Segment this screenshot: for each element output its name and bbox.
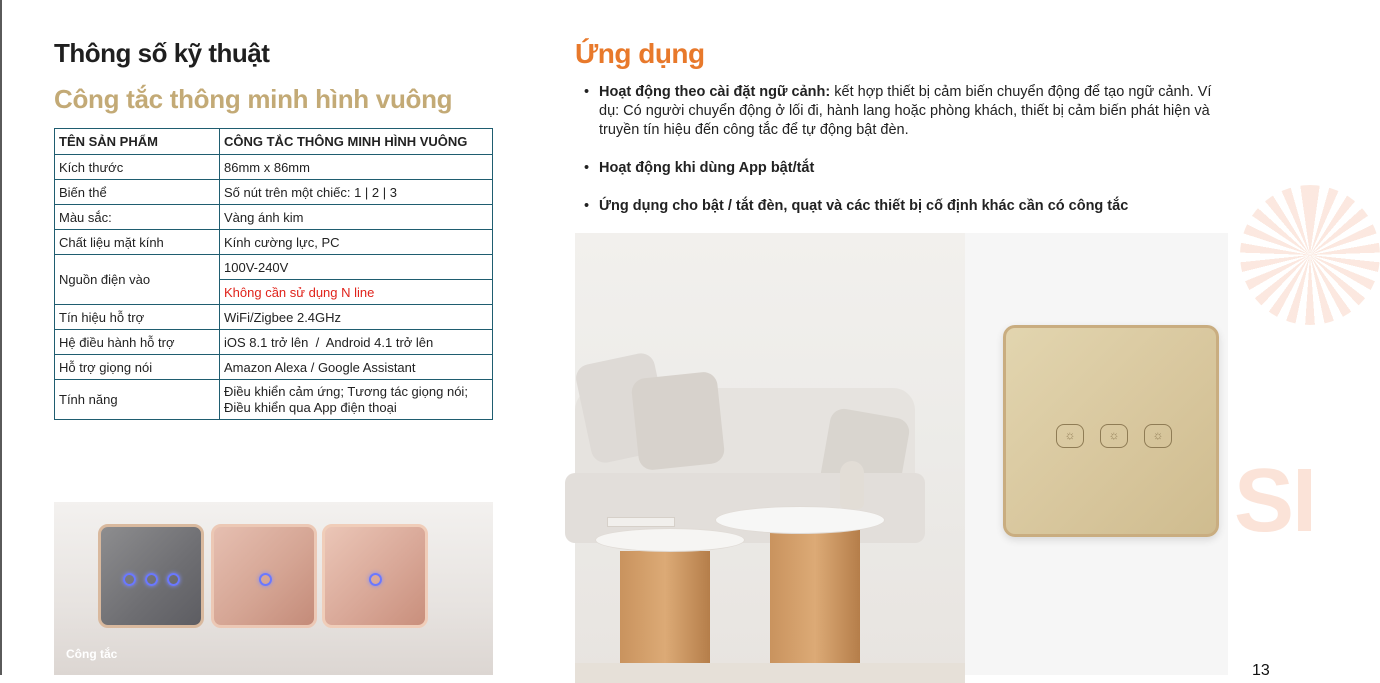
list-item: [584, 159, 1234, 178]
lightbulb-icon: ☼: [1056, 424, 1084, 448]
touch-button-icon: [369, 573, 382, 586]
list-item-text: kết hợp thiết bị cảm biến chuyển động để tạo ngữ cảnh. Ví dụ: Có người chuyển động ở lối đi, hành lang hoặc phòng khách, thiết bị cảm biến phát hiện và truyền tín hiệu đến công tắc để tự động bật đèn.: [599, 84, 1212, 138]
application-list: [584, 83, 1234, 235]
rose-switch-2: [322, 524, 428, 628]
list-item-bold: Hoạt động khi dùng App bật/tắt: [599, 160, 815, 176]
spec-subtitle: Công tắc thông minh hình vuông: [54, 84, 453, 114]
row-label: Biến thể: [55, 180, 220, 205]
row-value: iOS 8.1 trở lên / Android 4.1 trở lên: [220, 330, 493, 355]
gold-square-switch: [1003, 325, 1219, 537]
list-item: [584, 83, 1234, 140]
table-row: [55, 330, 493, 355]
row-label: Tính năng: [55, 380, 220, 420]
row-value: Vàng ánh kim: [220, 205, 493, 230]
row-value-warning: Không cần sử dụng N line: [220, 280, 493, 305]
lightbulb-icon: ☼: [1100, 424, 1128, 448]
spec-table: [54, 128, 493, 420]
table-base: [770, 530, 860, 670]
table-row: [55, 155, 493, 180]
touch-button-icon: [167, 573, 180, 586]
table-header-row: [55, 129, 493, 155]
row-value: Amazon Alexa / Google Assistant: [220, 355, 493, 380]
row-value: 100V-240V: [220, 255, 493, 280]
row-value: 86mm x 86mm: [220, 155, 493, 180]
row-value-line2: Điều khiển qua App điện thoại: [224, 399, 397, 415]
table-row: [55, 255, 493, 280]
list-item: [584, 197, 1234, 216]
table-row: [55, 180, 493, 205]
grey-switch: [98, 524, 204, 628]
spec-title: Thông số kỹ thuật: [54, 38, 270, 68]
row-label: Hệ điều hành hỗ trợ: [55, 330, 220, 355]
vase: [840, 461, 864, 509]
page-number: 13: [1252, 662, 1270, 679]
photo-caption: Công tắc: [66, 647, 118, 661]
application-title: Ứng dụng: [575, 38, 705, 69]
row-label: Hỗ trợ giọng nói: [55, 355, 220, 380]
table-header-product: TÊN SẢN PHẨM: [55, 129, 220, 155]
table-top: [595, 528, 745, 552]
brand-watermark: [1230, 185, 1316, 565]
row-label: Chất liệu mặt kính: [55, 230, 220, 255]
sun-logo-icon: [1240, 185, 1380, 325]
row-value-multiline: [220, 380, 493, 420]
table-row: [55, 230, 493, 255]
table-row: [55, 305, 493, 330]
table-top: [715, 506, 885, 534]
table-row: [55, 380, 493, 420]
touch-button-icon: [145, 573, 158, 586]
touch-button-icon: [259, 573, 272, 586]
row-value: WiFi/Zigbee 2.4GHz: [220, 305, 493, 330]
watermark-letters: SI: [1234, 451, 1316, 551]
list-item-bold: Hoạt động theo cài đặt ngữ cảnh:: [599, 84, 831, 100]
rug: [575, 663, 965, 683]
row-value: Kính cường lực, PC: [220, 230, 493, 255]
table-row: [55, 205, 493, 230]
gold-switch-photo: [965, 233, 1228, 675]
rose-switch-1: [211, 524, 317, 628]
row-value-line1: Điều khiển cảm ứng; Tương tác giọng nói;: [224, 383, 468, 399]
table-row: [55, 355, 493, 380]
row-label: Kích thước: [55, 155, 220, 180]
touch-button-icon: [123, 573, 136, 586]
left-edge-rule: [0, 0, 2, 675]
cushion: [630, 371, 725, 471]
row-label: Màu sắc:: [55, 205, 220, 230]
row-value: Số nút trên một chiếc: 1 | 2 | 3: [220, 180, 493, 205]
books: [607, 517, 675, 527]
row-label: Nguồn điện vào: [55, 255, 220, 305]
table-header-value: CÔNG TẮC THÔNG MINH HÌNH VUÔNG: [220, 129, 493, 155]
switch-wall-photo: [54, 502, 493, 675]
list-item-bold: Ứng dụng cho bật / tắt đèn, quạt và các thiết bị cố định khác cần có công tắc: [599, 198, 1129, 214]
row-label: Tín hiệu hỗ trợ: [55, 305, 220, 330]
table-base: [620, 551, 710, 671]
lightbulb-icon: ☼: [1144, 424, 1172, 448]
living-room-photo: [575, 233, 965, 675]
